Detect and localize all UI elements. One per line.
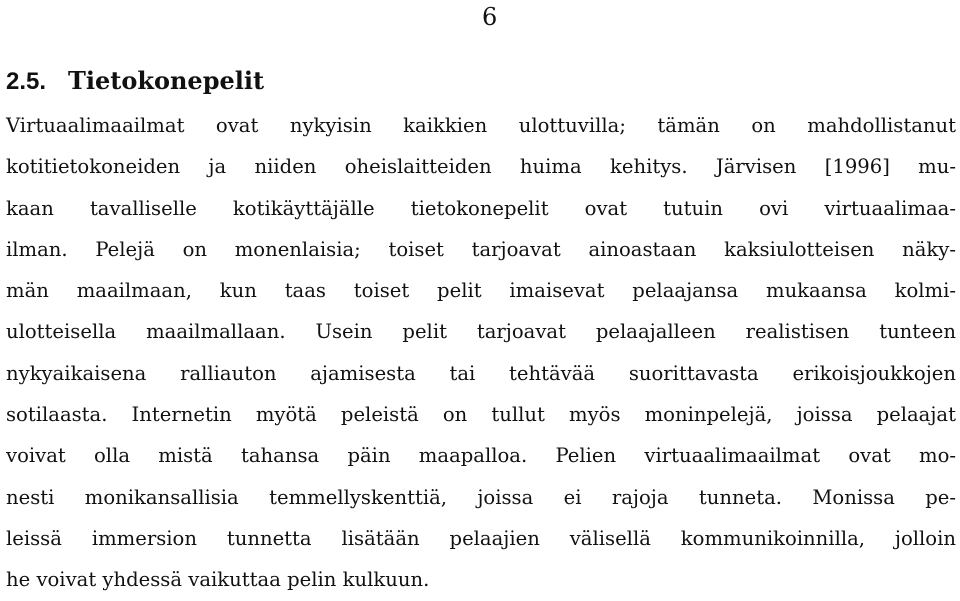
body-paragraph [6,105,956,601]
paragraph-line: kotitietokoneiden ja niiden oheislaitteiden huima kehitys. Järvisen [1996] mu- [6,155,956,179]
paragraph-line: nesti monikansallisia temmellyskenttiä, joissa ei rajoja tunneta. Monissa pe- [6,485,956,509]
page-number: 6 [482,3,498,31]
paragraph-line: ilman. Pelejä on monenlaisia; toiset tarjoavat ainoastaan kaksiulotteisen näky- [6,237,956,261]
paragraph-line: he voivat yhdessä vaikuttaa pelin kulkuun. [6,568,430,592]
paragraph-line: Virtuaalimaailmat ovat nykyisin kaikkien ulottuvilla; tämän on mahdollistanut [6,114,956,137]
paragraph-line: voivat olla mistä tahansa päin maapalloa. Pelien virtuaalimaailmat ovat mo- [6,444,956,468]
section-heading [6,66,264,97]
paragraph-line: nykyaikaisena ralliauton ajamisesta tai tehtävää suorittavasta erikoisjoukkojen [6,361,956,385]
section-number: 2.5. [6,68,47,95]
paragraph-line: ulotteisella maailmallaan. Usein pelit tarjoavat pelaajalleen realistisen tunteen [6,320,956,344]
paragraph-line: leissä immersion tunnetta lisätään pelaajien välisellä kommunikoinnilla, jolloin [6,526,956,550]
paragraph-line: sotilaasta. Internetin myötä peleistä on tullut myös moninpelejä, joissa pelaajat [6,403,956,427]
paragraph-line: kaan tavalliselle kotikäyttäjälle tietokonepelit ovat tutuin ovi virtuaalimaa- [6,196,956,220]
section-title: Tietokonepelit [68,66,265,95]
paragraph-line: män maailmaan, kun taas toiset pelit imaisevat pelaajansa mukaansa kolmi- [6,279,956,303]
